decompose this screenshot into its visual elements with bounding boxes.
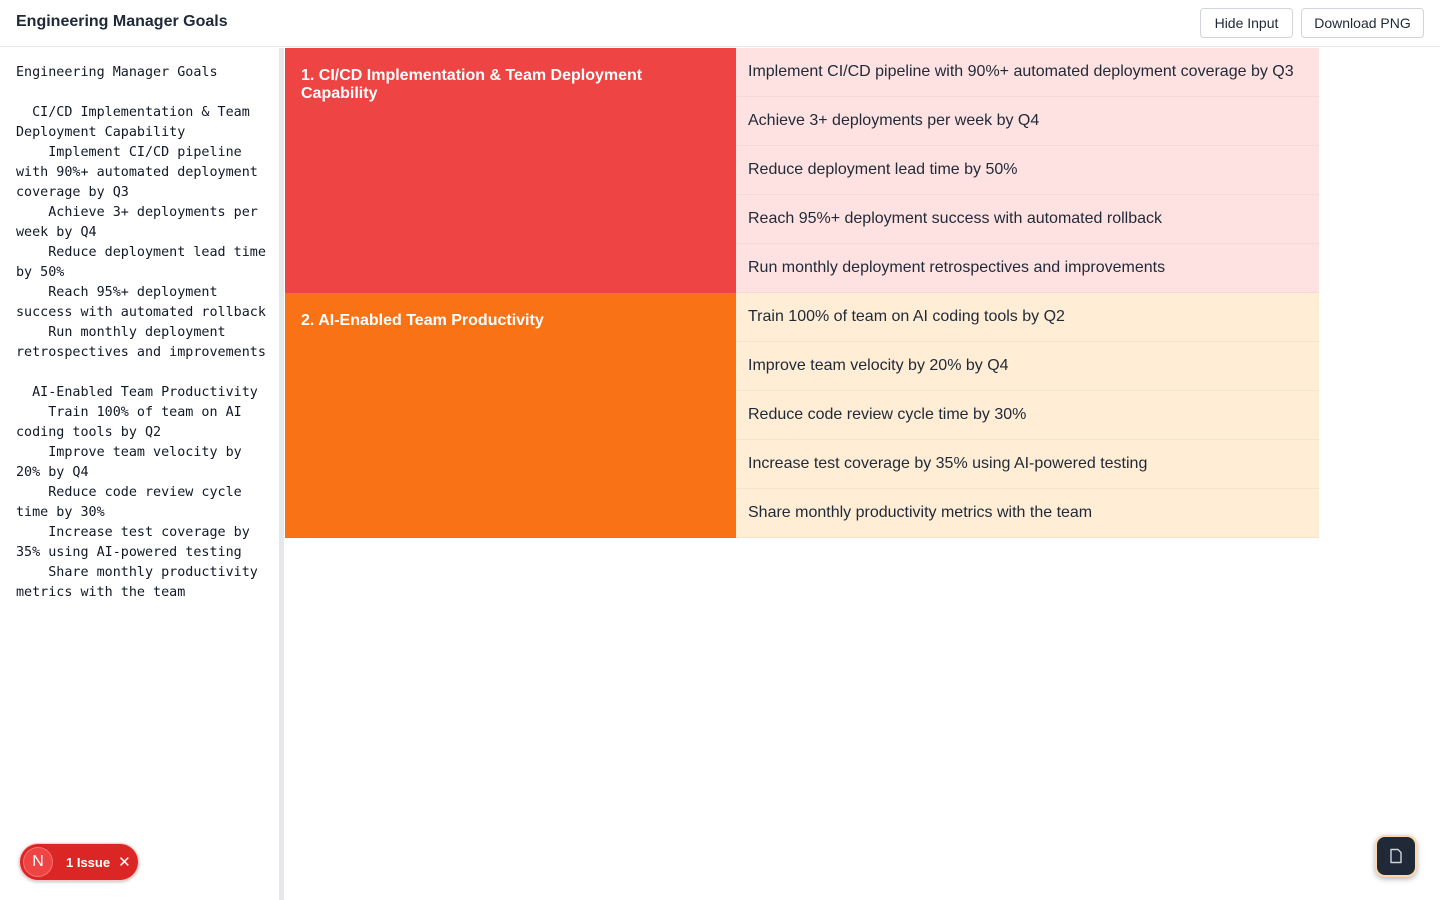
- close-icon[interactable]: ✕: [118, 854, 131, 871]
- document-icon-button[interactable]: [1375, 835, 1417, 877]
- hide-input-button[interactable]: Hide Input: [1200, 8, 1293, 38]
- goal-item: [736, 97, 1319, 146]
- goal-item: [736, 195, 1319, 244]
- download-png-button[interactable]: Download PNG: [1301, 8, 1424, 38]
- document-icon: [1389, 848, 1403, 864]
- input-panel: [0, 48, 279, 900]
- goal-item: [736, 489, 1319, 538]
- goal-item-text: Increase test coverage by 35% using AI-powered testing: [748, 455, 1148, 472]
- goals-input-textarea[interactable]: [16, 63, 268, 763]
- goal-items: [736, 293, 1319, 538]
- goal-title-cell: [285, 48, 736, 293]
- goal-item-text: Run monthly deployment retrospectives and improvements: [748, 259, 1166, 276]
- goal-block: [285, 293, 1319, 538]
- goal-item: [736, 244, 1319, 293]
- goal-items: [736, 48, 1319, 293]
- goal-item-text: Train 100% of team on AI coding tools by Q2: [748, 308, 1065, 325]
- goal-item-text: Implement CI/CD pipeline with 90%+ automated deployment coverage by Q3: [748, 63, 1294, 80]
- issue-avatar: N: [23, 847, 53, 877]
- goal-item: [736, 342, 1319, 391]
- issues-badge[interactable]: [19, 843, 139, 881]
- goal-item-text: Improve team velocity by 20% by Q4: [748, 357, 1009, 374]
- goal-item: [736, 293, 1319, 342]
- goal-item-text: Reduce deployment lead time by 50%: [748, 161, 1018, 178]
- top-bar: [0, 0, 1440, 47]
- goal-item-text: Achieve 3+ deployments per week by Q4: [748, 112, 1040, 129]
- goal-item: [736, 48, 1319, 97]
- issue-count-label: 1 Issue: [66, 854, 111, 870]
- goal-item-text: Share monthly productivity metrics with the team: [748, 504, 1093, 521]
- goal-item: [736, 440, 1319, 489]
- goal-item-text: Reach 95%+ deployment success with automated rollback: [748, 210, 1162, 227]
- goal-item: [736, 391, 1319, 440]
- goal-item-text: Reduce code review cycle time by 30%: [748, 406, 1027, 423]
- goal-title-cell: [285, 293, 736, 538]
- page-title: Engineering Manager Goals: [16, 13, 228, 30]
- goal-title: 1. CI/CD Implementation & Team Deployment Capability: [301, 67, 643, 102]
- panel-resize-handle[interactable]: [279, 48, 284, 900]
- goal-item: [736, 146, 1319, 195]
- goal-block: [285, 48, 1319, 293]
- goal-title: 2. AI-Enabled Team Productivity: [301, 312, 544, 329]
